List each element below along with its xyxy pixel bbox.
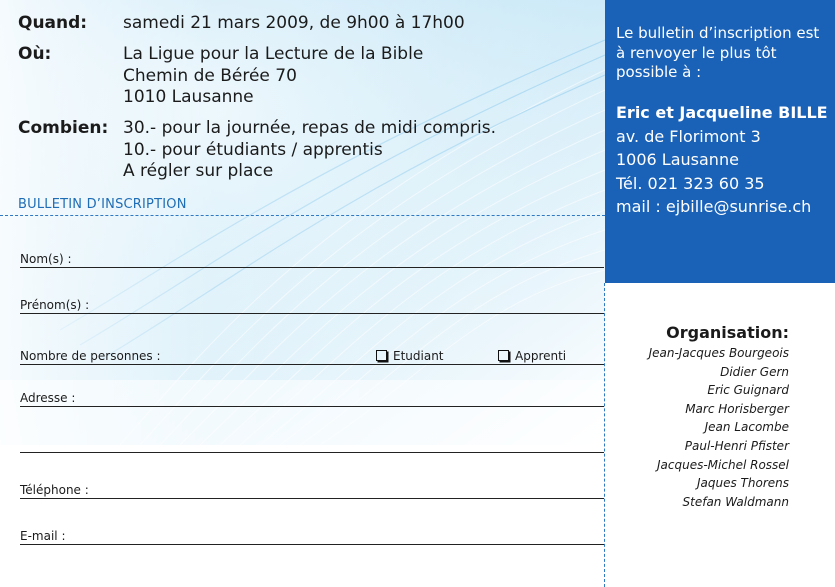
phone-field[interactable] [20,472,604,499]
cost-line-1: 30.- pour la journée, repas de midi compris. [123,118,497,138]
name-label: Nom(s) : [20,252,72,266]
firstname-label: Prénom(s) : [20,298,90,312]
student-checkbox[interactable] [376,349,444,363]
cost-line-3: A régler sur place [123,161,274,181]
cut-line-vertical [604,283,605,587]
organisation-block [649,322,789,511]
list-item: Eric Guignard [707,383,789,398]
address-field[interactable] [20,380,604,407]
address-line-1 [20,406,604,407]
where-line-2: Chemin de Bérée 70 [123,65,297,86]
phone-label: Téléphone : [20,483,89,497]
list-item: Paul-Henri Pfister [684,438,789,453]
contact-panel [605,0,835,283]
people-count-field[interactable] [20,334,604,365]
apprentice-label: Apprenti [515,349,567,363]
contact-phone: Tél. 021 323 60 35 [616,173,765,193]
address-line-2 [20,452,604,453]
people-count-line [20,364,604,365]
panel-intro: Le bulletin d’inscription est à renvoyer le plus tôt possible à : [616,24,820,81]
contact-email[interactable]: mail : ejbille@sunrise.ch [616,197,812,216]
where-label: Où: [18,44,52,64]
people-count-label: Nombre de personnes : [20,349,161,363]
organisation-members [649,344,789,511]
checkbox-icon[interactable] [498,350,509,361]
cost-line-2: 10.- pour étudiants / apprentis [123,139,383,160]
phone-line [20,498,604,499]
contact-street: av. de Florimont 3 [616,126,761,146]
when-label: Quand: [18,13,88,33]
list-item: Didier Gern [720,364,789,379]
list-item: Stefan Waldmann [682,494,789,509]
email-field[interactable] [20,518,604,545]
firstname-line [20,313,604,314]
form-title: BULLETIN D’INSCRIPTION [18,197,187,212]
checkbox-icon[interactable] [376,350,387,361]
contact-block [616,101,835,219]
list-item: Jaques Thorens [696,476,789,491]
list-item: Marc Horisberger [685,401,789,416]
name-line [20,267,604,268]
where-line-3: 1010 Lausanne [123,87,254,107]
email-line [20,544,604,545]
contact-city: 1006 Lausanne [616,150,739,169]
cut-line-horizontal [0,215,605,216]
apprentice-checkbox[interactable] [498,349,566,363]
email-label: E-mail : [20,529,66,543]
list-item: Jacques-Michel Rossel [657,457,789,472]
where-line-1: La Ligue pour la Lecture de la Bible [123,44,424,64]
cost-label: Combien: [18,118,109,138]
firstname-field[interactable] [20,286,604,314]
address-field-line-2[interactable] [20,430,604,453]
address-label: Adresse : [20,391,76,405]
list-item: Jean Lacombe [704,420,789,435]
contact-name: Eric et Jacqueline BILLE [616,103,828,122]
organisation-title: Organisation: [666,323,789,342]
when-value: samedi 21 mars 2009, de 9h00 à 17h00 [123,13,465,33]
list-item: Jean-Jacques Bourgeois [648,346,789,360]
student-label: Etudiant [393,349,444,363]
name-field[interactable] [20,240,604,268]
